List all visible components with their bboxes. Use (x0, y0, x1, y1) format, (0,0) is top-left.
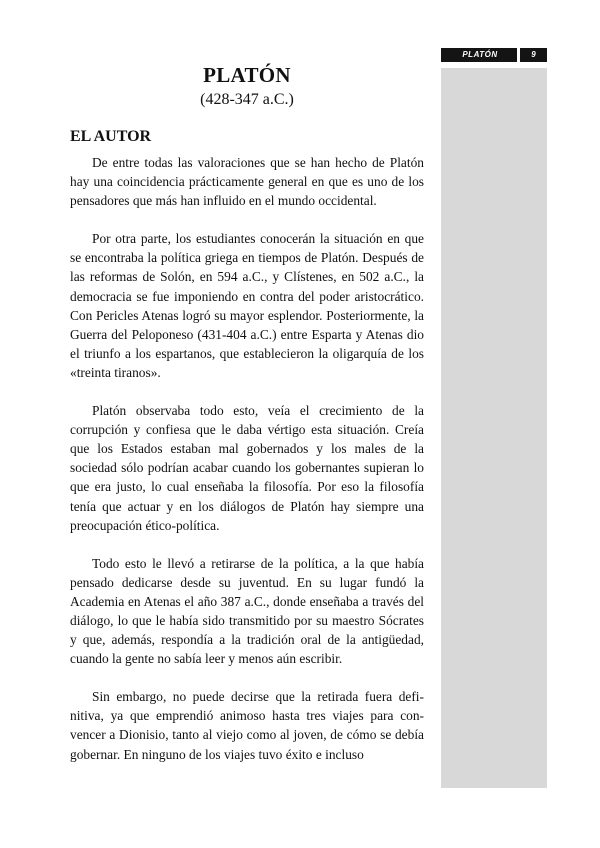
page-body (70, 62, 424, 764)
side-margin-panel (441, 68, 547, 788)
paragraph-3: Platón observaba todo esto, veía el crecimiento de la corrupción y confiesa que le daba vértigo esta situación. Creía que los Estados estaban mal gobernados y los males de la sociedad sólo podrían acabar cuando los gobernantes supieran lo que era justo, lo cual enseñaba la filosofía. Por eso la filosofía tenía que actuar y en los diálogos de Platón hay siempre una preocupación ético-política. (70, 403, 424, 533)
section-heading: EL AUTOR (70, 128, 152, 145)
paragraph-5: Sin embargo, no puede decirse que la retirada fuera definitiva, ya que emprendió animoso hasta tres viajes para convencer a Dionisio, tanto al viejo como al joven, de cómo se debía gobernar. En ninguno de los viajes tuvo éxito e incluso (70, 689, 424, 762)
paragraph-1: De entre todas las valoraciones que se han hecho de Platón hay una coincidencia prácticamente general en que es uno de los pensadores que más han influido en el mundo occidental. (70, 155, 424, 209)
running-header (441, 48, 547, 62)
page-number: 9 (520, 48, 547, 62)
paragraph-4: Todo esto le llevó a retirarse de la política, a la que había pensado dedicarse desde su juventud. En su lugar fundó la Academia en Atenas el año 387 a.C., donde enseñaba a través del diálogo, lo que le había sido transmitido por su maestro Sócrates y que, además, respondía a la tradición oral de la antigüedad, cuando la gente no sabía leer y menos aún escribir. (70, 555, 424, 667)
chapter-dates: (428-347 a.C.) (200, 91, 294, 108)
paragraph-2: Por otra parte, los estudiantes conocerán la situación en que se encontraba la política griega en tiempos de Platón. Después de las reformas de Solón, en 594 a.C., y Clístenes, en 502 a.C., la democracia se fue imponiendo en contra del poder aristocrático. Con Pericles Atenas logró su mayor esplendor. Posteriormente, la Guerra del Peloponeso (431-404 a.C.) entre Esparta y Atenas dio el triunfo a los espartanos, que establecieron la oligarquía de los «treinta tiranos». (70, 231, 424, 380)
running-header-title: PLATÓN (441, 48, 517, 62)
chapter-title: PLATÓN (203, 63, 291, 87)
